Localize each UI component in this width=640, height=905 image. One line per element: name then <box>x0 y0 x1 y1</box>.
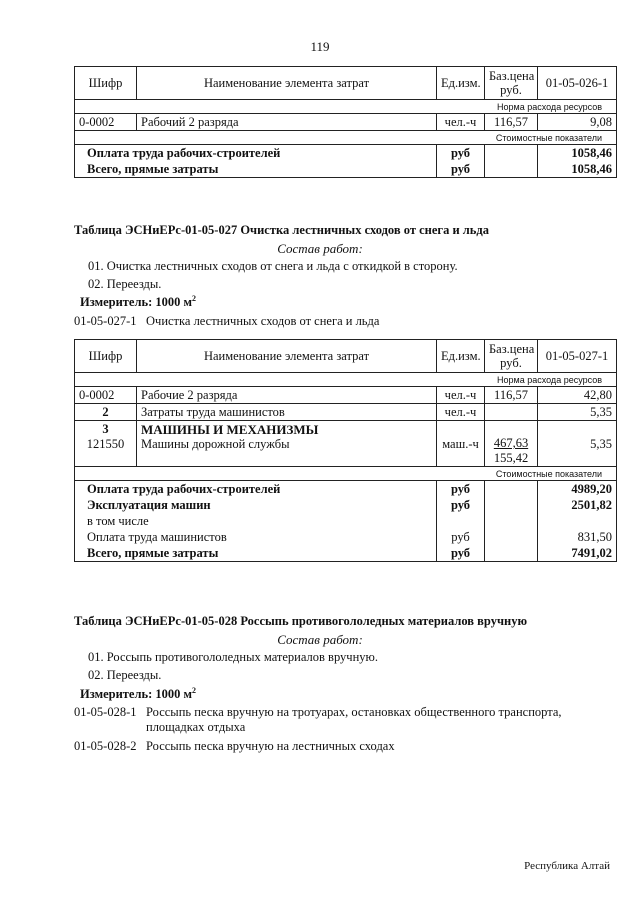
table-header <box>75 67 617 100</box>
row-name: Затраты труда машинистов <box>137 404 437 421</box>
table-row <box>75 387 617 404</box>
page-footer: Республика Алтай <box>524 860 610 872</box>
total-unit: руб <box>437 545 485 562</box>
total-value: 7491,02 <box>538 545 617 562</box>
item-description: Россыпь песка вручную на тротуарах, остановках общественного транспорта, площадках отдыха <box>146 705 562 734</box>
resource-table-1 <box>74 66 617 178</box>
machine-operator-price: 155,42 <box>493 451 529 465</box>
item-code: 01-05-028-2 <box>74 739 137 753</box>
machines-price-cell <box>485 421 538 467</box>
header-price: Баз.цена руб. <box>485 340 538 373</box>
norm-band: Норма расхода ресурсов <box>75 100 617 114</box>
total-name: в том числе <box>75 513 437 529</box>
machine-price: 467,63 <box>493 436 529 450</box>
total-unit: руб <box>437 481 485 498</box>
row-code: 0-0002 <box>75 387 137 404</box>
total-unit: руб <box>437 497 485 513</box>
row-value: 42,80 <box>538 387 617 404</box>
machines-group-row <box>75 421 617 467</box>
row-unit: чел.-ч <box>437 387 485 404</box>
row-price: 116,57 <box>485 387 538 404</box>
row-code: 2 <box>75 404 137 421</box>
work-heading: Состав работ: <box>277 241 363 256</box>
row-name: Рабочий 2 разряда <box>137 114 437 131</box>
work-heading: Состав работ: <box>277 632 363 647</box>
group-code: 3 <box>102 422 109 436</box>
row-price: 116,57 <box>485 114 538 131</box>
total-value: 1058,46 <box>538 161 617 178</box>
machine-code: 121550 <box>86 437 125 451</box>
total-row <box>75 497 617 513</box>
work-item: 01. Россыпь противогололедных материалов вручную. <box>88 650 378 664</box>
row-unit: чел.-ч <box>437 114 485 131</box>
machine-value: 5,35 <box>538 421 617 467</box>
total-row <box>75 513 617 529</box>
total-row <box>75 481 617 498</box>
section-title: Таблица ЭСНиЕРс-01-05-027 Очистка лестничных сходов от снега и льда <box>74 223 489 237</box>
table-row <box>75 404 617 421</box>
row-value: 5,35 <box>538 404 617 421</box>
total-name: Всего, прямые затраты <box>75 161 437 178</box>
total-name: Оплата труда машинистов <box>75 529 437 545</box>
header-unit: Ед.изм. <box>437 67 485 100</box>
item-description: Очистка лестничных сходов от снега и льда <box>146 314 380 328</box>
table-id: 01-05-027-1 <box>538 340 617 373</box>
table-row <box>75 114 617 131</box>
total-unit <box>437 513 485 529</box>
page-number: 119 <box>310 39 330 54</box>
norm-band: Норма расхода ресурсов <box>75 373 617 387</box>
table-id: 01-05-026-1 <box>538 67 617 100</box>
total-value <box>538 513 617 529</box>
row-unit: чел.-ч <box>437 404 485 421</box>
total-row <box>75 161 617 178</box>
header-code: Шифр <box>75 340 137 373</box>
row-value: 9,08 <box>538 114 617 131</box>
cost-band: Стоимостные показатели <box>75 467 617 481</box>
work-item: 01. Очистка лестничных сходов от снега и льда с откидкой в сторону. <box>88 259 458 273</box>
total-name: Всего, прямые затраты <box>75 545 437 562</box>
total-unit: руб <box>437 145 485 162</box>
header-name: Наименование элемента затрат <box>137 67 437 100</box>
group-name: МАШИНЫ И МЕХАНИЗМЫ <box>141 422 319 437</box>
resource-table-2 <box>74 339 617 562</box>
table-header <box>75 340 617 373</box>
total-row <box>75 545 617 562</box>
total-name: Оплата труда рабочих-строителей <box>75 481 437 498</box>
work-item: 02. Переезды. <box>88 277 162 291</box>
row-name: Рабочие 2 разряда <box>137 387 437 404</box>
measurement-unit: Измеритель: 1000 $м^2$ <box>80 686 197 702</box>
total-value: 4989,20 <box>538 481 617 498</box>
total-unit: руб <box>437 529 485 545</box>
work-item: 02. Переезды. <box>88 668 162 682</box>
header-code: Шифр <box>75 67 137 100</box>
total-value: 1058,46 <box>538 145 617 162</box>
row-price <box>485 404 538 421</box>
total-name: Эксплуатация машин <box>75 497 437 513</box>
total-value: 2501,82 <box>538 497 617 513</box>
header-unit: Ед.изм. <box>437 340 485 373</box>
header-name: Наименование элемента затрат <box>137 340 437 373</box>
total-row <box>75 145 617 162</box>
cost-band: Стоимостные показатели <box>75 131 617 145</box>
total-unit: руб <box>437 161 485 178</box>
machine-name: Машины дорожной службы <box>141 437 290 451</box>
total-value: 831,50 <box>538 529 617 545</box>
machines-name-cell <box>137 421 437 467</box>
machine-unit: маш.-ч <box>437 421 485 467</box>
section-title: Таблица ЭСНиЕРс-01-05-028 Россыпь противогололедных материалов вручную <box>74 614 528 628</box>
item-code: 01-05-028-1 <box>74 705 137 719</box>
item-description: Россыпь песка вручную на лестничных сходах <box>146 739 395 753</box>
total-row <box>75 529 617 545</box>
total-name: Оплата труда рабочих-строителей <box>75 145 437 162</box>
machines-code-cell <box>75 421 137 467</box>
measurement-unit: Измеритель: 1000 $м^2$ <box>80 294 197 310</box>
row-code: 0-0002 <box>75 114 137 131</box>
header-price: Баз.цена руб. <box>485 67 538 100</box>
item-code: 01-05-027-1 <box>74 314 137 328</box>
